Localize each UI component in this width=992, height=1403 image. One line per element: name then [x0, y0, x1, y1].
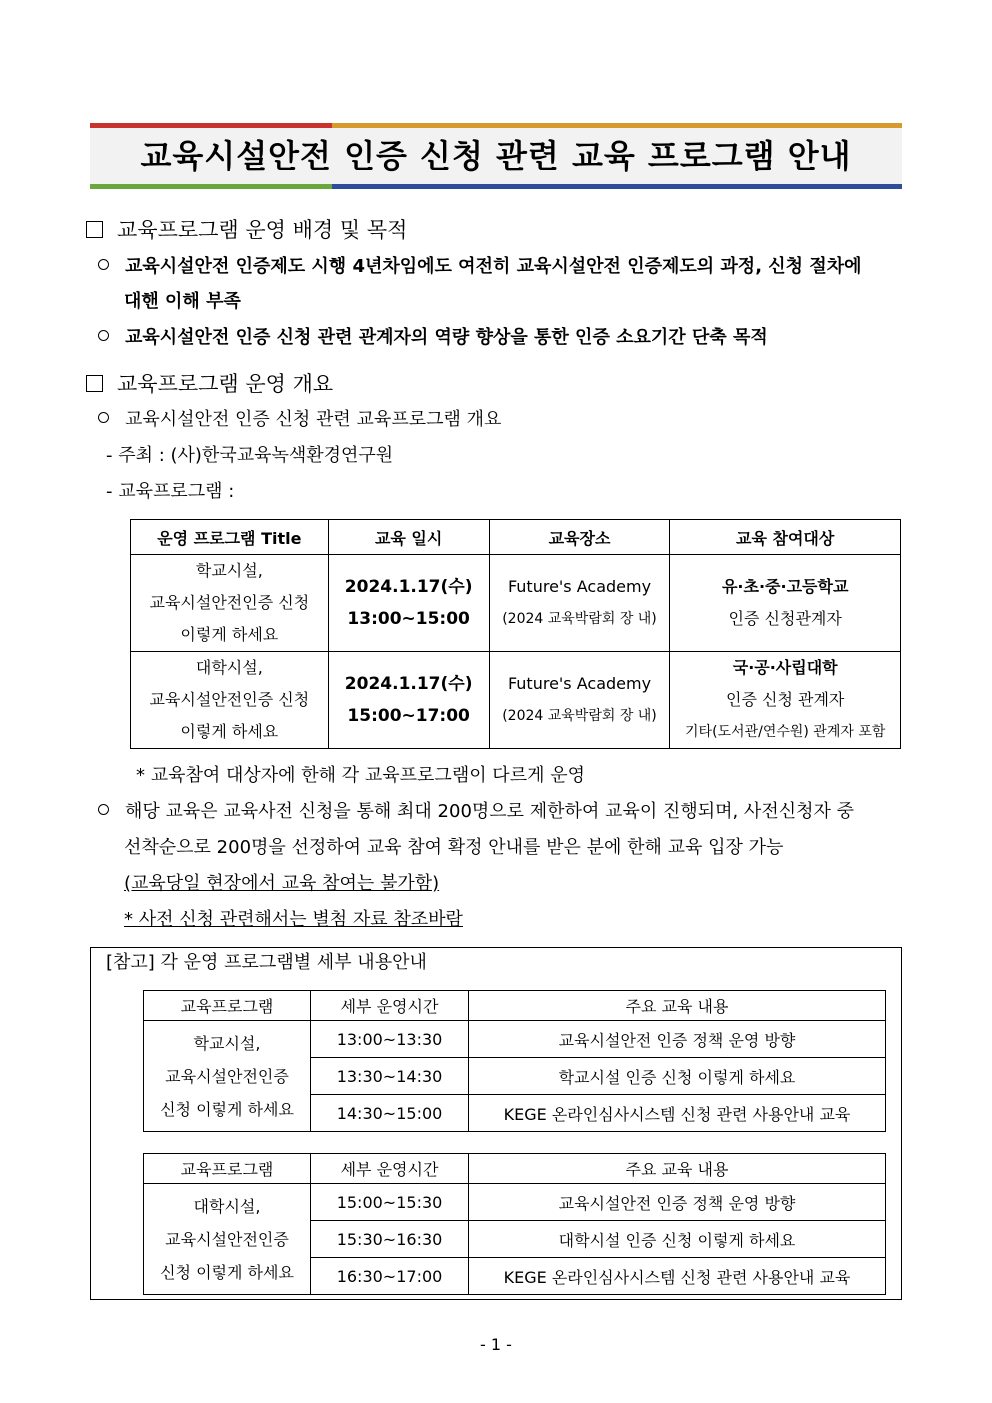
host-line: - 주최 : (사)한국교육녹색환경연구원 — [106, 445, 394, 466]
bullet3: 해당 교육은 교육사전 신청을 통해 최대 200명으로 제한하여 교육이 진행되며, 사전신청자 중 — [98, 797, 918, 823]
section1-bullet2: 교육시설안전 인증 신청 관련 관계자의 역량 향상을 통한 인증 소요기간 단축 목적 — [98, 323, 768, 349]
reference-title: [참고] 각 운영 프로그램별 세부 내용안내 — [106, 952, 427, 973]
table-header: 세부 운영시간 — [311, 1154, 469, 1184]
table-header: 운영 프로그램 Title — [131, 520, 329, 555]
content-cell: 교육시설안전 인증 정책 운영 방향 — [469, 1184, 886, 1221]
detail-table-university — [143, 1153, 886, 1295]
bullet3-underline2: * 사전 신청 관련해서는 별첨 자료 참조바람 — [124, 909, 463, 930]
program-cell: 학교시설, 교육시설안전인증 신청 이렇게 하세요 — [144, 1021, 311, 1132]
table-header-row — [131, 520, 901, 555]
circle-bullet-icon — [98, 804, 109, 815]
section2-bullet1: 교육시설안전 인증 신청 관련 교육프로그램 개요 — [98, 405, 501, 431]
table-header: 교육프로그램 — [144, 1154, 311, 1184]
date-cell: 2024.1.17(수) 15:00~17:00 — [328, 652, 489, 749]
time-cell: 16:30~17:00 — [311, 1258, 469, 1295]
table-row — [144, 1021, 886, 1058]
content-cell: 교육시설안전 인증 정책 운영 방향 — [469, 1021, 886, 1058]
circle-bullet-icon — [98, 412, 109, 423]
circle-bullet-icon — [98, 259, 109, 270]
section2-heading: 교육프로그램 운영 개요 — [86, 368, 333, 398]
content-cell: KEGE 온라인심사시스템 신청 관련 사용안내 교육 — [469, 1258, 886, 1295]
square-bullet-icon — [86, 375, 103, 392]
table-header: 세부 운영시간 — [311, 991, 469, 1021]
table-header: 교육 일시 — [328, 520, 489, 555]
program-line: - 교육프로그램 : — [106, 481, 235, 502]
program-title-cell: 학교시설, 교육시설안전인증 신청 이렇게 하세요 — [131, 555, 329, 652]
note-text: * 교육참여 대상자에 한해 각 교육프로그램이 다르게 운영 — [136, 765, 585, 786]
page-number: - 1 - — [480, 1335, 512, 1354]
table-row — [144, 1184, 886, 1221]
table-header: 교육장소 — [489, 520, 670, 555]
content-cell: 대학시설 인증 신청 이렇게 하세요 — [469, 1221, 886, 1258]
program-table — [130, 519, 901, 749]
table-header-row — [144, 991, 886, 1021]
table-header: 교육프로그램 — [144, 991, 311, 1021]
time-cell: 15:00~15:30 — [311, 1184, 469, 1221]
program-title-cell: 대학시설, 교육시설안전인증 신청 이렇게 하세요 — [131, 652, 329, 749]
content-cell: KEGE 온라인심사시스템 신청 관련 사용안내 교육 — [469, 1095, 886, 1132]
place-cell: Future's Academy (2024 교육박람회 장 내) — [489, 555, 670, 652]
target-cell: 국·공·사립대학 인증 신청 관계자 기타(도서관/연수원) 관계자 포함 — [670, 652, 901, 749]
target-cell: 유·초·중·고등학교 인증 신청관계자 — [670, 555, 901, 652]
time-cell: 15:30~16:30 — [311, 1221, 469, 1258]
table-row — [131, 555, 901, 652]
table-header: 주요 교육 내용 — [469, 991, 886, 1021]
section1-heading: 교육프로그램 운영 배경 및 목적 — [86, 214, 407, 244]
table-header: 주요 교육 내용 — [469, 1154, 886, 1184]
page-title: 교육시설안전 인증 신청 관련 교육 프로그램 안내 — [140, 137, 852, 175]
detail-table-school — [143, 990, 886, 1132]
content-cell: 학교시설 인증 신청 이렇게 하세요 — [469, 1058, 886, 1095]
title-box — [90, 123, 902, 189]
program-cell: 대학시설, 교육시설안전인증 신청 이렇게 하세요 — [144, 1184, 311, 1295]
date-cell: 2024.1.17(수) 13:00~15:00 — [328, 555, 489, 652]
time-cell: 13:30~14:30 — [311, 1058, 469, 1095]
place-cell: Future's Academy (2024 교육박람회 장 내) — [489, 652, 670, 749]
time-cell: 13:00~13:30 — [311, 1021, 469, 1058]
time-cell: 14:30~15:00 — [311, 1095, 469, 1132]
table-header: 교육 참여대상 — [670, 520, 901, 555]
square-bullet-icon — [86, 221, 103, 238]
table-row — [131, 652, 901, 749]
bullet3-underline1: (교육당일 현장에서 교육 참여는 불가함) — [124, 873, 440, 894]
bullet3-cont: 선착순으로 200명을 선정하여 교육 참여 확정 안내를 받은 분에 한해 교육 입장 가능 — [124, 837, 784, 858]
section1-bullet1-cont: 대핸 이해 부족 — [124, 291, 241, 312]
circle-bullet-icon — [98, 330, 109, 341]
section1-bullet1: 교육시설안전 인증제도 시행 4년차임에도 여전히 교육시설안전 인증제도의 과정, 신청 절차에 — [98, 252, 918, 278]
table-header-row — [144, 1154, 886, 1184]
